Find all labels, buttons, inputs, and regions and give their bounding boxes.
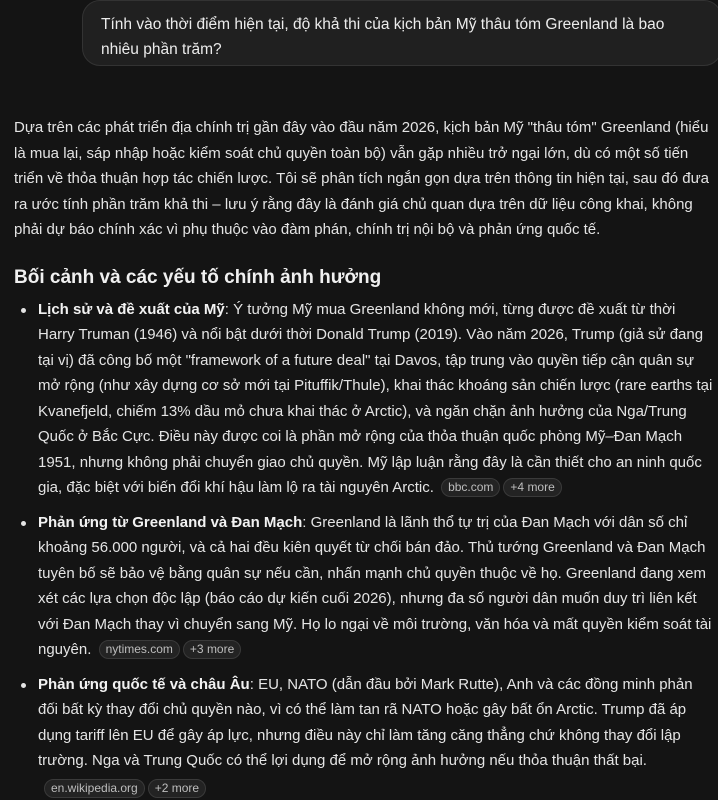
source-chip[interactable]: en.wikipedia.org [44,779,145,798]
more-sources-chip[interactable]: +4 more [503,478,561,497]
bullet-icon [21,521,26,526]
section-heading: Bối cảnh và các yếu tố chính ảnh hưởng [14,266,382,288]
list-item-title: Lịch sử và đề xuất của Mỹ [38,300,225,318]
more-sources-chip[interactable]: +2 more [148,779,206,798]
list-item-title: Phản ứng từ Greenland và Đan Mạch [38,513,303,531]
list-item [14,297,714,501]
list-item [14,510,714,663]
bullet-icon [21,308,26,313]
factor-list [14,297,714,800]
more-sources-chip[interactable]: +3 more [183,640,241,659]
user-message-text: Tính vào thời điểm hiện tại, độ khả thi của kịch bản Mỹ thâu tóm Greenland là bao nhiêu phần trăm? [101,16,665,58]
list-item-text: : Greenland là lãnh thổ tự trị của Đan Mạch với dân số chỉ khoảng 56.000 người, và cả hai đều kiên quyết từ chối bán đảo. Thủ tướng Greenland và Đan Mạch tuyên bố sẽ bảo vệ bằng quân sự nếu cần, nhấn mạnh chủ quyền thuộc về họ. Greenland đang xem xét các lựa chọn độc lập (báo cáo dự kiến cuối 2026), nhưng đa số người dân muốn duy trì liên kết với Đan Mạch thay vì chuyển sang Mỹ. Họ lo ngại về môi trường, văn hóa và mất quyền kiểm soát tài nguyên. [38,513,712,658]
answer-intro: Dựa trên các phát triển địa chính trị gần đây vào đầu năm 2026, kịch bản Mỹ "thâu tóm" Greenland (hiểu là mua lại, sáp nhập hoặc kiểm soát chủ quyền toàn bộ) vẫn gặp nhiều trở ngại lớn, dù có một số tiến triển về thỏa thuận hợp tác chiến lược. Tôi sẽ phân tích ngắn gọn dựa trên thông tin hiện tại, sau đó đưa ra ước tính phần trăm khả thi – lưu ý rằng đây là đánh giá chủ quan dựa trên dữ liệu công khai, không phải dự báo chính xác vì phụ thuộc vào đàm phán, chính trị nội bộ và phản ứng quốc tế. [14,119,709,238]
source-chip[interactable]: nytimes.com [99,640,180,659]
list-item-text: : EU, NATO (dẫn đầu bởi Mark Rutte), Anh và các đồng minh phản đối bất kỳ thay đổi chủ quyền nào, vì có thể làm tan rã NATO hoặc gây bất ổn Arctic. Trump đã áp dụng tariff lên EU để gây áp lực, nhưng điều này chỉ làm tăng căng thẳng chứ không thay đổi lập trường. Nga và Trung Quốc có thể lợi dụng để mở rộng ảnh hưởng nếu thỏa thuận thất bại. [38,675,693,769]
list-item-title: Phản ứng quốc tế và châu Âu [38,675,250,693]
assistant-answer [14,115,714,800]
bullet-icon [21,683,26,688]
user-message-bubble [82,0,718,66]
list-item-text: : Ý tưởng Mỹ mua Greenland không mới, từng được đề xuất từ thời Harry Truman (1946) và nổi bật dưới thời Donald Trump (2019). Vào năm 2026, Trump (giả sử đang tại vị) đã công bố một "framework of a future deal" tại Davos, tập trung vào quyền tiếp cận quân sự mở rộng (như xây dựng cơ sở mới tại Pituffik/Thule), khai thác khoáng sản chiến lược (rare earths tại Kvanefjeld, chiếm 13% dầu mỏ chưa khai thác ở Arctic), và ngăn chặn ảnh hưởng của Nga/Trung Quốc ở Bắc Cực. Điều này được coi là phần mở rộng của thỏa thuận quốc phòng Mỹ–Đan Mạch 1951, nhưng không phải chuyển giao chủ quyền. Mỹ lập luận rằng đây là cần thiết cho an ninh quốc gia, đặc biệt với biến đổi khí hậu làm lộ ra tài nguyên Arctic. [38,300,713,496]
sources-row [38,774,714,800]
list-item [14,672,714,800]
source-chip[interactable]: bbc.com [441,478,500,497]
